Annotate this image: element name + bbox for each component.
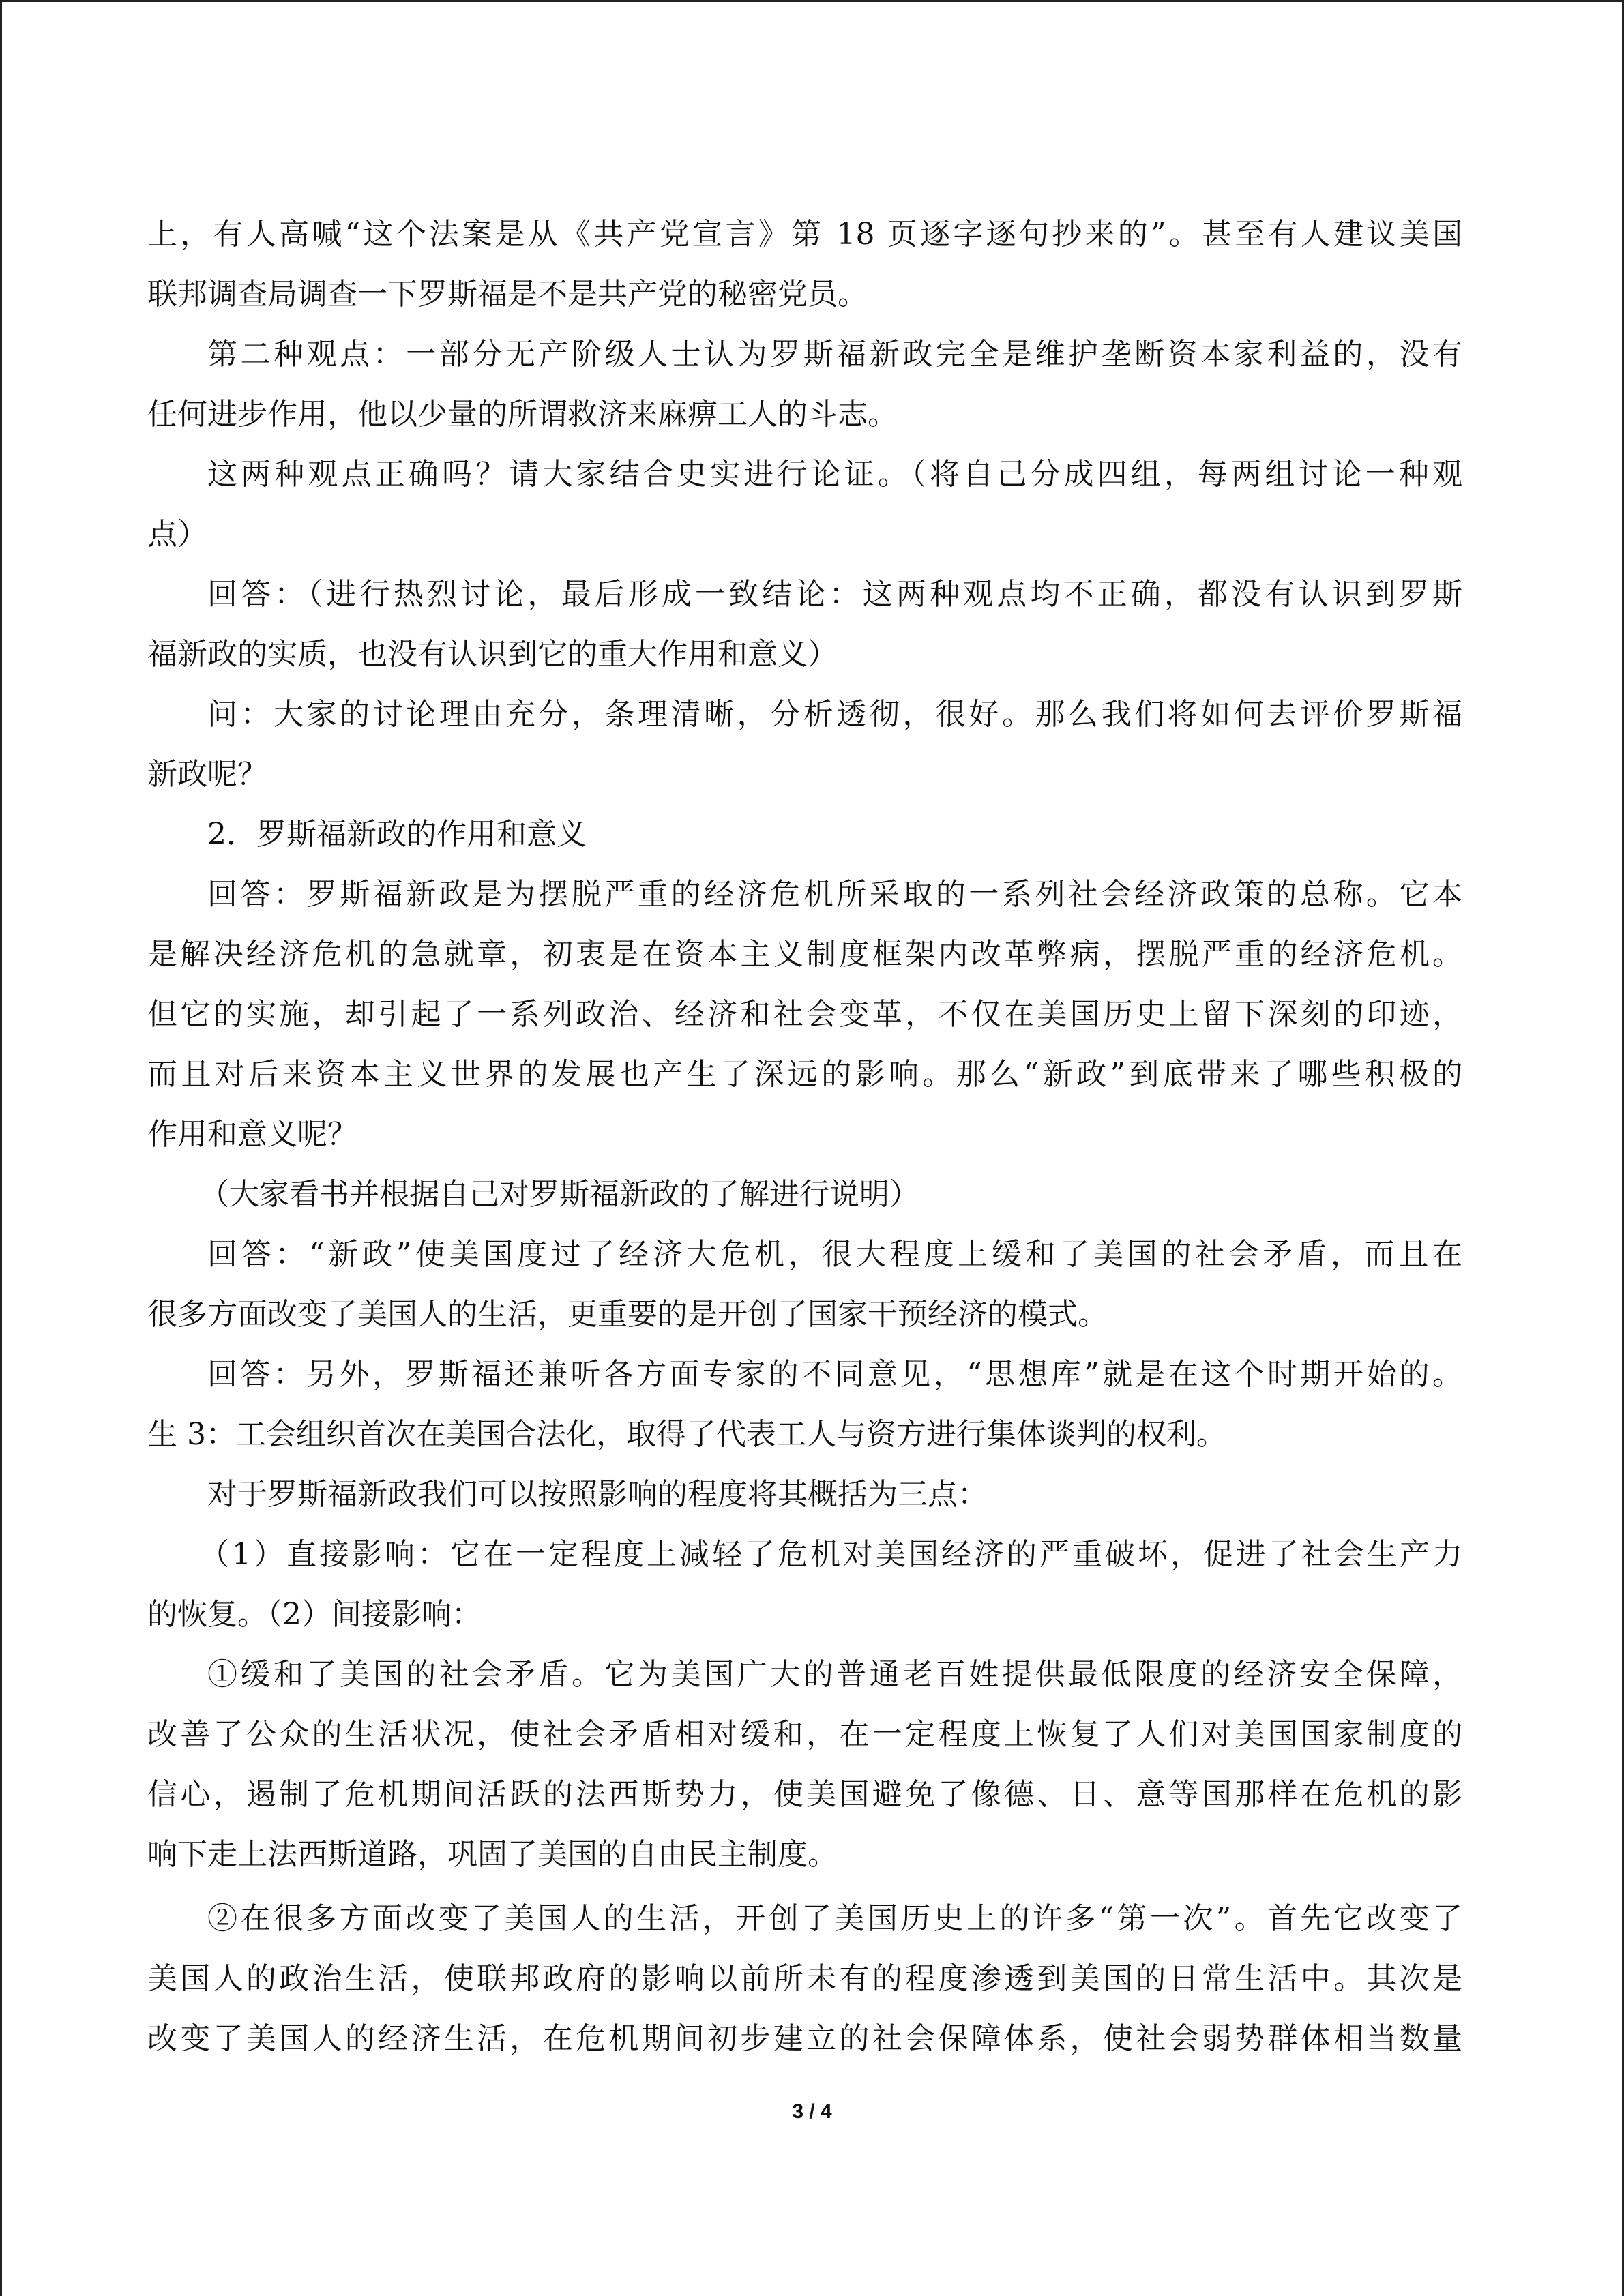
text-line: 任何进步作用，他以少量的所谓救济来麻痹工人的斗志。	[147, 397, 898, 432]
text-line: 改变了美国人的经济生活，在危机期间初步建立的社会保障体系，使社会弱势群体相当数量	[147, 2021, 1462, 2056]
text-line: 回答：“新政”使美国度过了经济大危机，很大程度上缓和了美国的社会矛盾，而且在	[207, 1237, 1462, 1272]
text-line: 而且对后来资本主义世界的发展也产生了深远的影响。那么“新政”到底带来了哪些积极的	[147, 1057, 1462, 1092]
text-line: 福新政的实质，也没有认识到它的重大作用和意义）	[147, 637, 838, 672]
text-line: 回答：另外，罗斯福还兼听各方面专家的不同意见，“思想库”就是在这个时期开始的。	[207, 1357, 1462, 1392]
section-heading: 2．罗斯福新政的作用和意义	[207, 817, 587, 852]
text-line: 回答：（进行热烈讨论，最后形成一致结论：这两种观点均不正确，都没有认识到罗斯	[207, 577, 1462, 612]
text-line: 作用和意义呢？	[147, 1117, 357, 1152]
text-line: 很多方面改变了美国人的生活，更重要的是开创了国家干预经济的模式。	[147, 1297, 1108, 1332]
text-line: 点）	[147, 517, 207, 552]
document-body	[147, 205, 1462, 2069]
text-line: 新政呢？	[147, 757, 267, 792]
text-line: 但它的实施，却引起了一系列政治、经济和社会变革，不仅在美国历史上留下深刻的印迹，	[147, 997, 1462, 1032]
text-line: 联邦调查局调查一下罗斯福是不是共产党的秘密党员。	[147, 277, 868, 312]
text-line: 第二种观点：一部分无产阶级人士认为罗斯福新政完全是维护垄断资本家利益的，没有	[207, 337, 1462, 372]
text-line: （大家看书并根据自己对罗斯福新政的了解进行说明）	[199, 1177, 919, 1212]
text-line: 是解决经济危机的急就章，初衷是在资本主义制度框架内改革弊病，摆脱严重的经济危机。	[147, 937, 1462, 972]
text-line: 的恢复。（2）间接影响：	[147, 1597, 482, 1632]
text-line: 响下走上法西斯道路，巩固了美国的自由民主制度。	[147, 1837, 838, 1872]
text-line: 问：大家的讨论理由充分，条理清晰，分析透彻，很好。那么我们将如何去评价罗斯福	[207, 697, 1462, 732]
text-line: 美国人的政治生活，使联邦政府的影响以前所未有的程度渗透到美国的日常生活中。其次是	[147, 1961, 1462, 1996]
text-line: 生 3：工会组织首次在美国合法化，取得了代表工人与资方进行集体谈判的权利。	[147, 1417, 1226, 1452]
text-line: 对于罗斯福新政我们可以按照影响的程度将其概括为三点：	[207, 1477, 988, 1512]
text-line: 回答：罗斯福新政是为摆脱严重的经济危机所采取的一系列社会经济政策的总称。它本	[207, 877, 1462, 912]
text-line: 上，有人高喊“这个法案是从《共产党宣言》第 18 页逐字逐句抄来的”。甚至有人建议美国	[147, 217, 1462, 252]
text-line: （1）直接影响：它在一定程度上减轻了危机对美国经济的严重破坏，促进了社会生产力	[199, 1537, 1462, 1572]
text-line: 改善了公众的生活状况，使社会矛盾相对缓和，在一定程度上恢复了人们对美国国家制度的	[147, 1717, 1462, 1752]
text-line: 这两种观点正确吗？请大家结合史实进行论证。（将自己分成四组，每两组讨论一种观	[207, 457, 1462, 492]
page-number: 3 / 4	[792, 2100, 832, 2123]
text-line: ②在很多方面改变了美国人的生活，开创了美国历史上的许多“第一次”。首先它改变了	[207, 1901, 1462, 1936]
text-line: ①缓和了美国的社会矛盾。它为美国广大的普通老百姓提供最低限度的经济安全保障，	[207, 1657, 1462, 1692]
text-line: 信心，遏制了危机期间活跃的法西斯势力，使美国避免了像德、日、意等国那样在危机的影	[147, 1777, 1462, 1812]
